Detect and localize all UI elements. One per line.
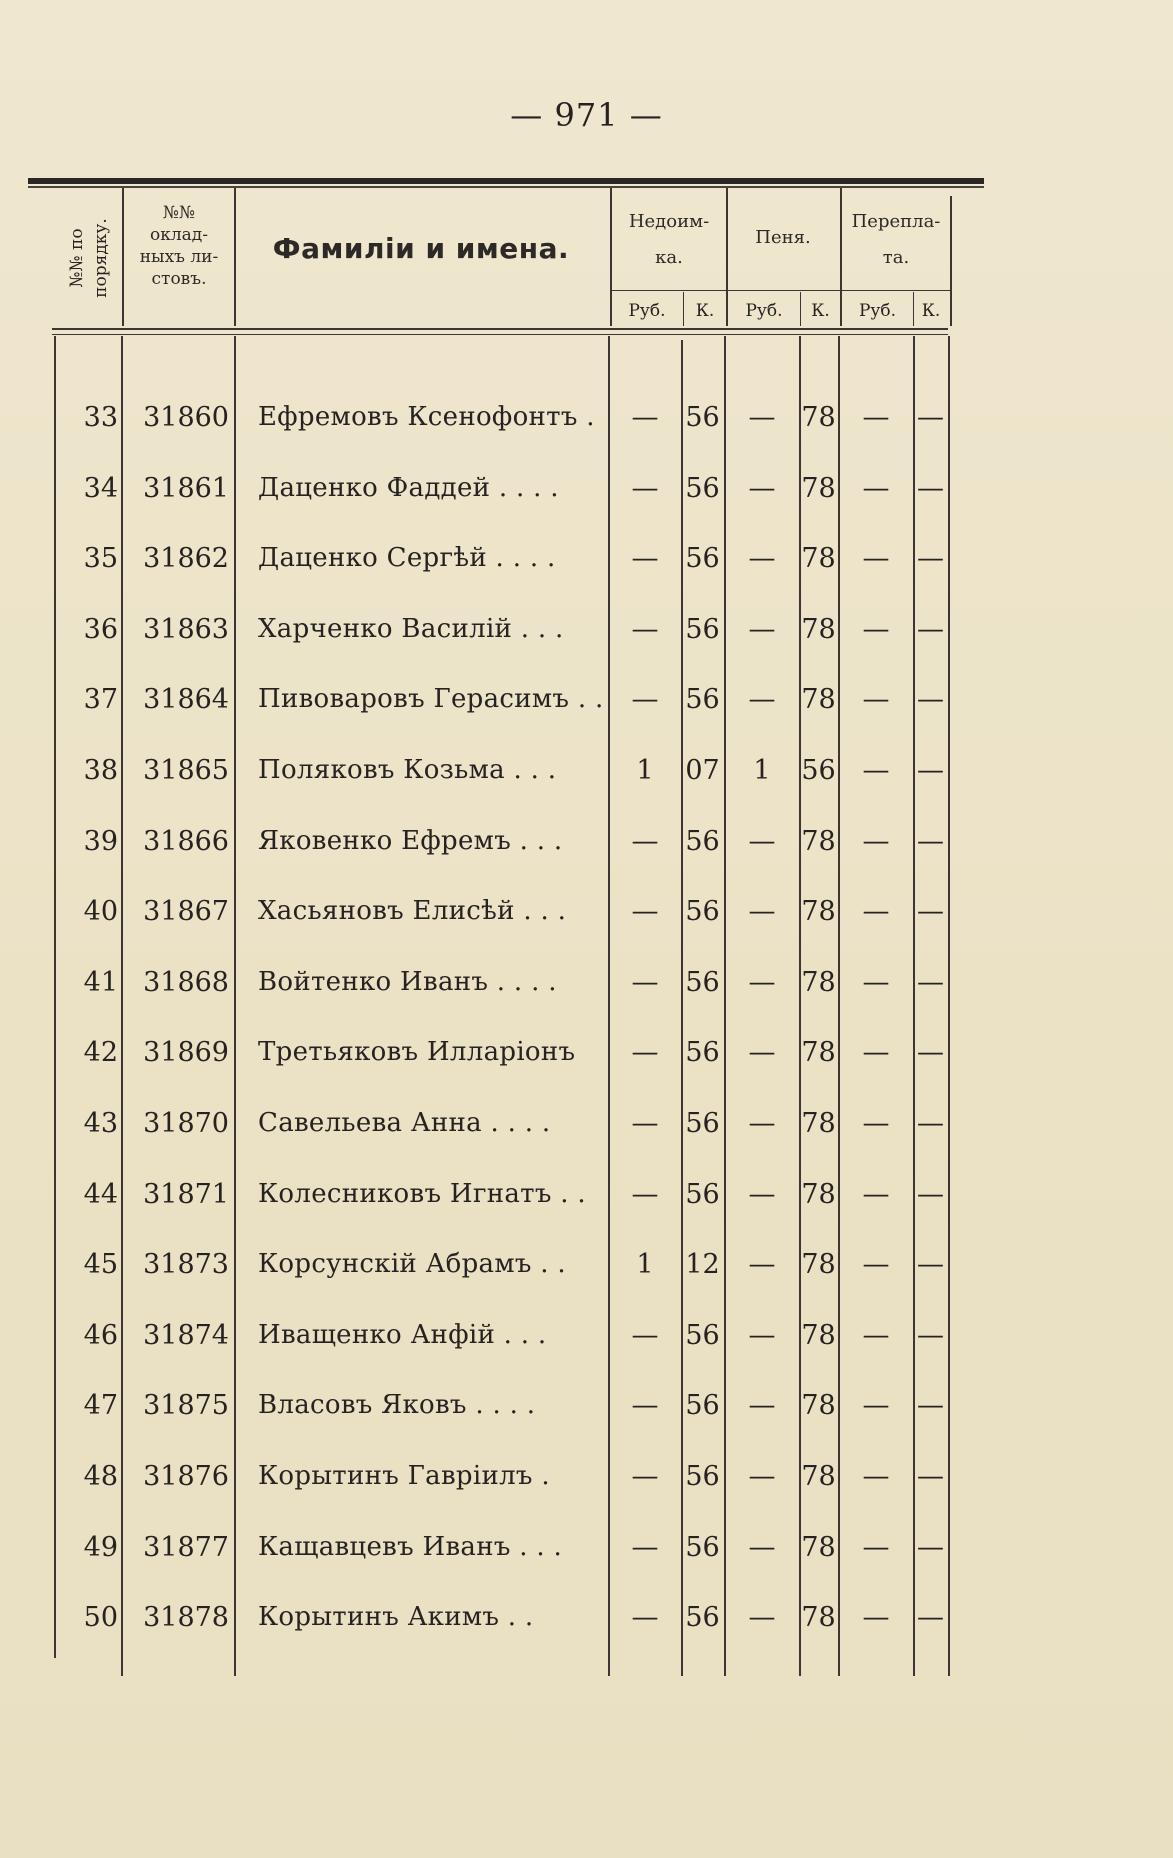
overpayment-kop: —: [917, 473, 944, 504]
sheet-number: 31878: [143, 1602, 229, 1633]
header-penalty: Пеня.: [755, 227, 811, 248]
penalty-rub: —: [748, 473, 776, 504]
row-number: 44: [83, 1179, 118, 1210]
arrears-rub: —: [631, 896, 659, 927]
overpayment-kop: —: [917, 402, 944, 433]
person-name: Ефремовъ Ксенофонтъ .: [258, 402, 595, 432]
table-top-rule: [28, 178, 984, 184]
header-row-number: [42, 190, 136, 326]
arrears-kop: 56: [685, 402, 720, 433]
person-name: Даценко Сергѣй . . . .: [258, 543, 556, 573]
penalty-rub: —: [748, 1179, 776, 1210]
person-name: Пивоваровъ Герасимъ . .: [258, 684, 604, 714]
arrears-kop: 56: [685, 1179, 720, 1210]
person-name: Корсунскій Абрамъ . .: [258, 1249, 566, 1279]
overpayment-rub: —: [862, 1108, 890, 1139]
row-number: 37: [83, 684, 118, 715]
overpayment-rub: —: [862, 684, 890, 715]
row-number: 48: [83, 1461, 118, 1492]
header-bottom-rule: [52, 328, 948, 330]
sheet-number: 31867: [143, 896, 229, 927]
person-name: Корытинъ Гавріилъ .: [258, 1461, 550, 1491]
penalty-kop: 78: [801, 1461, 836, 1492]
person-name: Корытинъ Акимъ . .: [258, 1602, 534, 1632]
overpayment-rub: —: [862, 967, 890, 998]
penalty-kop: 78: [801, 896, 836, 927]
overpayment-rub: —: [862, 755, 890, 786]
overpayment-kop: —: [917, 1249, 944, 1280]
person-name: Даценко Фаддей . . . .: [258, 473, 559, 503]
sheet-number: 31871: [143, 1179, 229, 1210]
body-divider: [724, 336, 726, 1676]
header-names: Фамиліи и имена.: [272, 232, 570, 265]
arrears-rub: 1: [636, 1249, 654, 1280]
overpayment-rub: —: [862, 614, 890, 645]
overpayment-kop: —: [917, 1037, 944, 1068]
overpayment-rub: —: [862, 896, 890, 927]
overpayment-kop: —: [917, 1461, 944, 1492]
arrears-rub: —: [631, 1532, 659, 1563]
penalty-rub: —: [748, 1037, 776, 1068]
row-number: 41: [83, 967, 118, 998]
penalty-rub: —: [748, 1390, 776, 1421]
penalty-rub: —: [748, 614, 776, 645]
arrears-rub: —: [631, 614, 659, 645]
overpayment-kop: —: [917, 1108, 944, 1139]
arrears-rub: —: [631, 684, 659, 715]
penalty-kop: 78: [801, 1108, 836, 1139]
arrears-rub: —: [631, 967, 659, 998]
penalty-kop: 78: [801, 1532, 836, 1563]
penalty-rub: 1: [753, 755, 771, 786]
penalty-kop: 78: [801, 1390, 836, 1421]
overpayment-rub: —: [862, 1037, 890, 1068]
body-divider: [608, 336, 610, 1676]
penalty-kop: 78: [801, 1179, 836, 1210]
arrears-rub: —: [631, 543, 659, 574]
subheader-kop: К.: [921, 301, 941, 321]
penalty-kop: 78: [801, 1249, 836, 1280]
overpayment-kop: —: [917, 614, 944, 645]
row-number: 35: [83, 543, 118, 574]
penalty-kop: 78: [801, 402, 836, 433]
arrears-rub: —: [631, 1108, 659, 1139]
person-name: Власовъ Яковъ . . . .: [258, 1390, 536, 1420]
subheader-kop: К.: [811, 301, 830, 321]
penalty-kop: 78: [801, 1602, 836, 1633]
penalty-rub: —: [748, 1108, 776, 1139]
overpayment-rub: —: [862, 1179, 890, 1210]
penalty-kop: 78: [801, 1320, 836, 1351]
row-number: 49: [83, 1532, 118, 1563]
sheet-number: 31877: [143, 1532, 229, 1563]
subheader-rule: [612, 290, 726, 291]
arrears-kop: 56: [685, 473, 720, 504]
penalty-rub: —: [748, 967, 776, 998]
person-name: Кащавцевъ Иванъ . . .: [258, 1532, 563, 1562]
sheet-number: 31869: [143, 1037, 229, 1068]
page-number: — 971 —: [510, 96, 663, 134]
overpayment-rub: —: [862, 543, 890, 574]
row-number: 50: [83, 1602, 118, 1633]
row-number: 33: [83, 402, 118, 433]
subheader-rub: Руб.: [628, 301, 666, 321]
sheet-number: 31862: [143, 543, 229, 574]
row-number: 40: [83, 896, 118, 927]
sheet-number: 31875: [143, 1390, 229, 1421]
penalty-rub: —: [748, 896, 776, 927]
person-name: Савельева Анна . . . .: [258, 1108, 551, 1138]
subheader-rule: [842, 290, 950, 291]
person-name: Иващенко Анфій . . .: [258, 1320, 547, 1350]
arrears-kop: 56: [685, 1602, 720, 1633]
sheet-number: 31865: [143, 755, 229, 786]
penalty-rub: —: [748, 1320, 776, 1351]
overpayment-rub: —: [862, 1390, 890, 1421]
overpayment-rub: —: [862, 1532, 890, 1563]
body-divider: [838, 336, 840, 1676]
sheet-number: 31860: [143, 402, 229, 433]
row-number: 45: [83, 1249, 118, 1280]
arrears-rub: —: [631, 1461, 659, 1492]
subheader-kop: К.: [695, 301, 715, 321]
sheet-number: 31863: [143, 614, 229, 645]
header-row-number-label: №№ по порядку.: [67, 218, 111, 298]
arrears-rub: —: [631, 826, 659, 857]
arrears-rub: 1: [636, 755, 654, 786]
overpayment-kop: —: [917, 1179, 944, 1210]
arrears-kop: 56: [685, 614, 720, 645]
row-number: 46: [83, 1320, 118, 1351]
subheader-rub: Руб.: [858, 301, 897, 321]
overpayment-rub: —: [862, 402, 890, 433]
row-number: 43: [83, 1108, 118, 1139]
penalty-kop: 78: [801, 1037, 836, 1068]
header-overpayment: Перепла- та.: [851, 211, 941, 268]
arrears-kop: 56: [685, 1390, 720, 1421]
penalty-kop: 78: [801, 967, 836, 998]
header-arrears: Недоим- ка.: [628, 211, 710, 268]
sheet-number: 31861: [143, 473, 229, 504]
sheet-number: 31868: [143, 967, 229, 998]
arrears-rub: —: [631, 1602, 659, 1633]
penalty-kop: 78: [801, 684, 836, 715]
arrears-kop: 56: [685, 1037, 720, 1068]
arrears-kop: 07: [685, 755, 720, 786]
arrears-kop: 12: [685, 1249, 720, 1280]
penalty-kop: 78: [801, 543, 836, 574]
penalty-rub: —: [748, 684, 776, 715]
overpayment-kop: —: [917, 967, 944, 998]
penalty-kop: 56: [801, 755, 836, 786]
overpayment-rub: —: [862, 1602, 890, 1633]
arrears-rub: —: [631, 473, 659, 504]
overpayment-rub: —: [862, 1320, 890, 1351]
subheader-rule: [728, 290, 840, 291]
person-name: Третьяковъ Илларіонъ: [258, 1037, 576, 1067]
sheet-number: 31876: [143, 1461, 229, 1492]
subheader-rub: Руб.: [745, 301, 783, 321]
overpayment-kop: —: [917, 1532, 944, 1563]
arrears-kop: 56: [685, 1108, 720, 1139]
arrears-kop: 56: [685, 543, 720, 574]
arrears-kop: 56: [685, 684, 720, 715]
penalty-rub: —: [748, 826, 776, 857]
overpayment-rub: —: [862, 473, 890, 504]
arrears-rub: —: [631, 402, 659, 433]
arrears-kop: 56: [685, 1320, 720, 1351]
overpayment-kop: —: [917, 1320, 944, 1351]
arrears-kop: 56: [685, 826, 720, 857]
row-number: 34: [83, 473, 118, 504]
overpayment-kop: —: [917, 1390, 944, 1421]
arrears-kop: 56: [685, 1532, 720, 1563]
penalty-rub: —: [748, 1461, 776, 1492]
person-name: Колесниковъ Игнатъ . .: [258, 1179, 586, 1209]
header-sheet-number: №№ оклад- ныхъ ли- стовъ.: [139, 203, 219, 289]
arrears-kop: 56: [685, 967, 720, 998]
overpayment-rub: —: [862, 1461, 890, 1492]
penalty-rub: —: [748, 1249, 776, 1280]
penalty-rub: —: [748, 402, 776, 433]
body-border-right: [948, 336, 950, 1676]
row-number: 42: [83, 1037, 118, 1068]
overpayment-kop: —: [917, 684, 944, 715]
arrears-kop: 56: [685, 1461, 720, 1492]
sheet-number: 31874: [143, 1320, 229, 1351]
penalty-kop: 78: [801, 614, 836, 645]
arrears-rub: —: [631, 1320, 659, 1351]
overpayment-kop: —: [917, 1602, 944, 1633]
row-number: 47: [83, 1390, 118, 1421]
overpayment-rub: —: [862, 826, 890, 857]
overpayment-rub: —: [862, 1249, 890, 1280]
arrears-rub: —: [631, 1390, 659, 1421]
row-number: 39: [83, 826, 118, 857]
penalty-rub: —: [748, 1602, 776, 1633]
penalty-rub: —: [748, 543, 776, 574]
penalty-kop: 78: [801, 826, 836, 857]
overpayment-kop: —: [917, 896, 944, 927]
overpayment-kop: —: [917, 755, 944, 786]
penalty-rub: —: [748, 1532, 776, 1563]
person-name: Хасьяновъ Елисѣй . . .: [258, 896, 567, 926]
overpayment-kop: —: [917, 543, 944, 574]
sheet-number: 31864: [143, 684, 229, 715]
arrears-kop: 56: [685, 896, 720, 927]
body-divider: [121, 336, 123, 1676]
arrears-rub: —: [631, 1179, 659, 1210]
sheet-number: 31870: [143, 1108, 229, 1139]
row-number: 38: [83, 755, 118, 786]
sheet-number: 31873: [143, 1249, 229, 1280]
person-name: Войтенко Иванъ . . . .: [258, 967, 557, 997]
person-name: Поляковъ Козьма . . .: [258, 755, 557, 785]
person-name: Харченко Василій . . .: [258, 614, 564, 644]
sheet-number: 31866: [143, 826, 229, 857]
arrears-rub: —: [631, 1037, 659, 1068]
header-bottom-rule-thin: [52, 334, 948, 335]
penalty-kop: 78: [801, 473, 836, 504]
person-name: Яковенко Ефремъ . . .: [258, 826, 563, 856]
row-number: 36: [83, 614, 118, 645]
body-divider: [234, 336, 236, 1676]
overpayment-kop: —: [917, 826, 944, 857]
